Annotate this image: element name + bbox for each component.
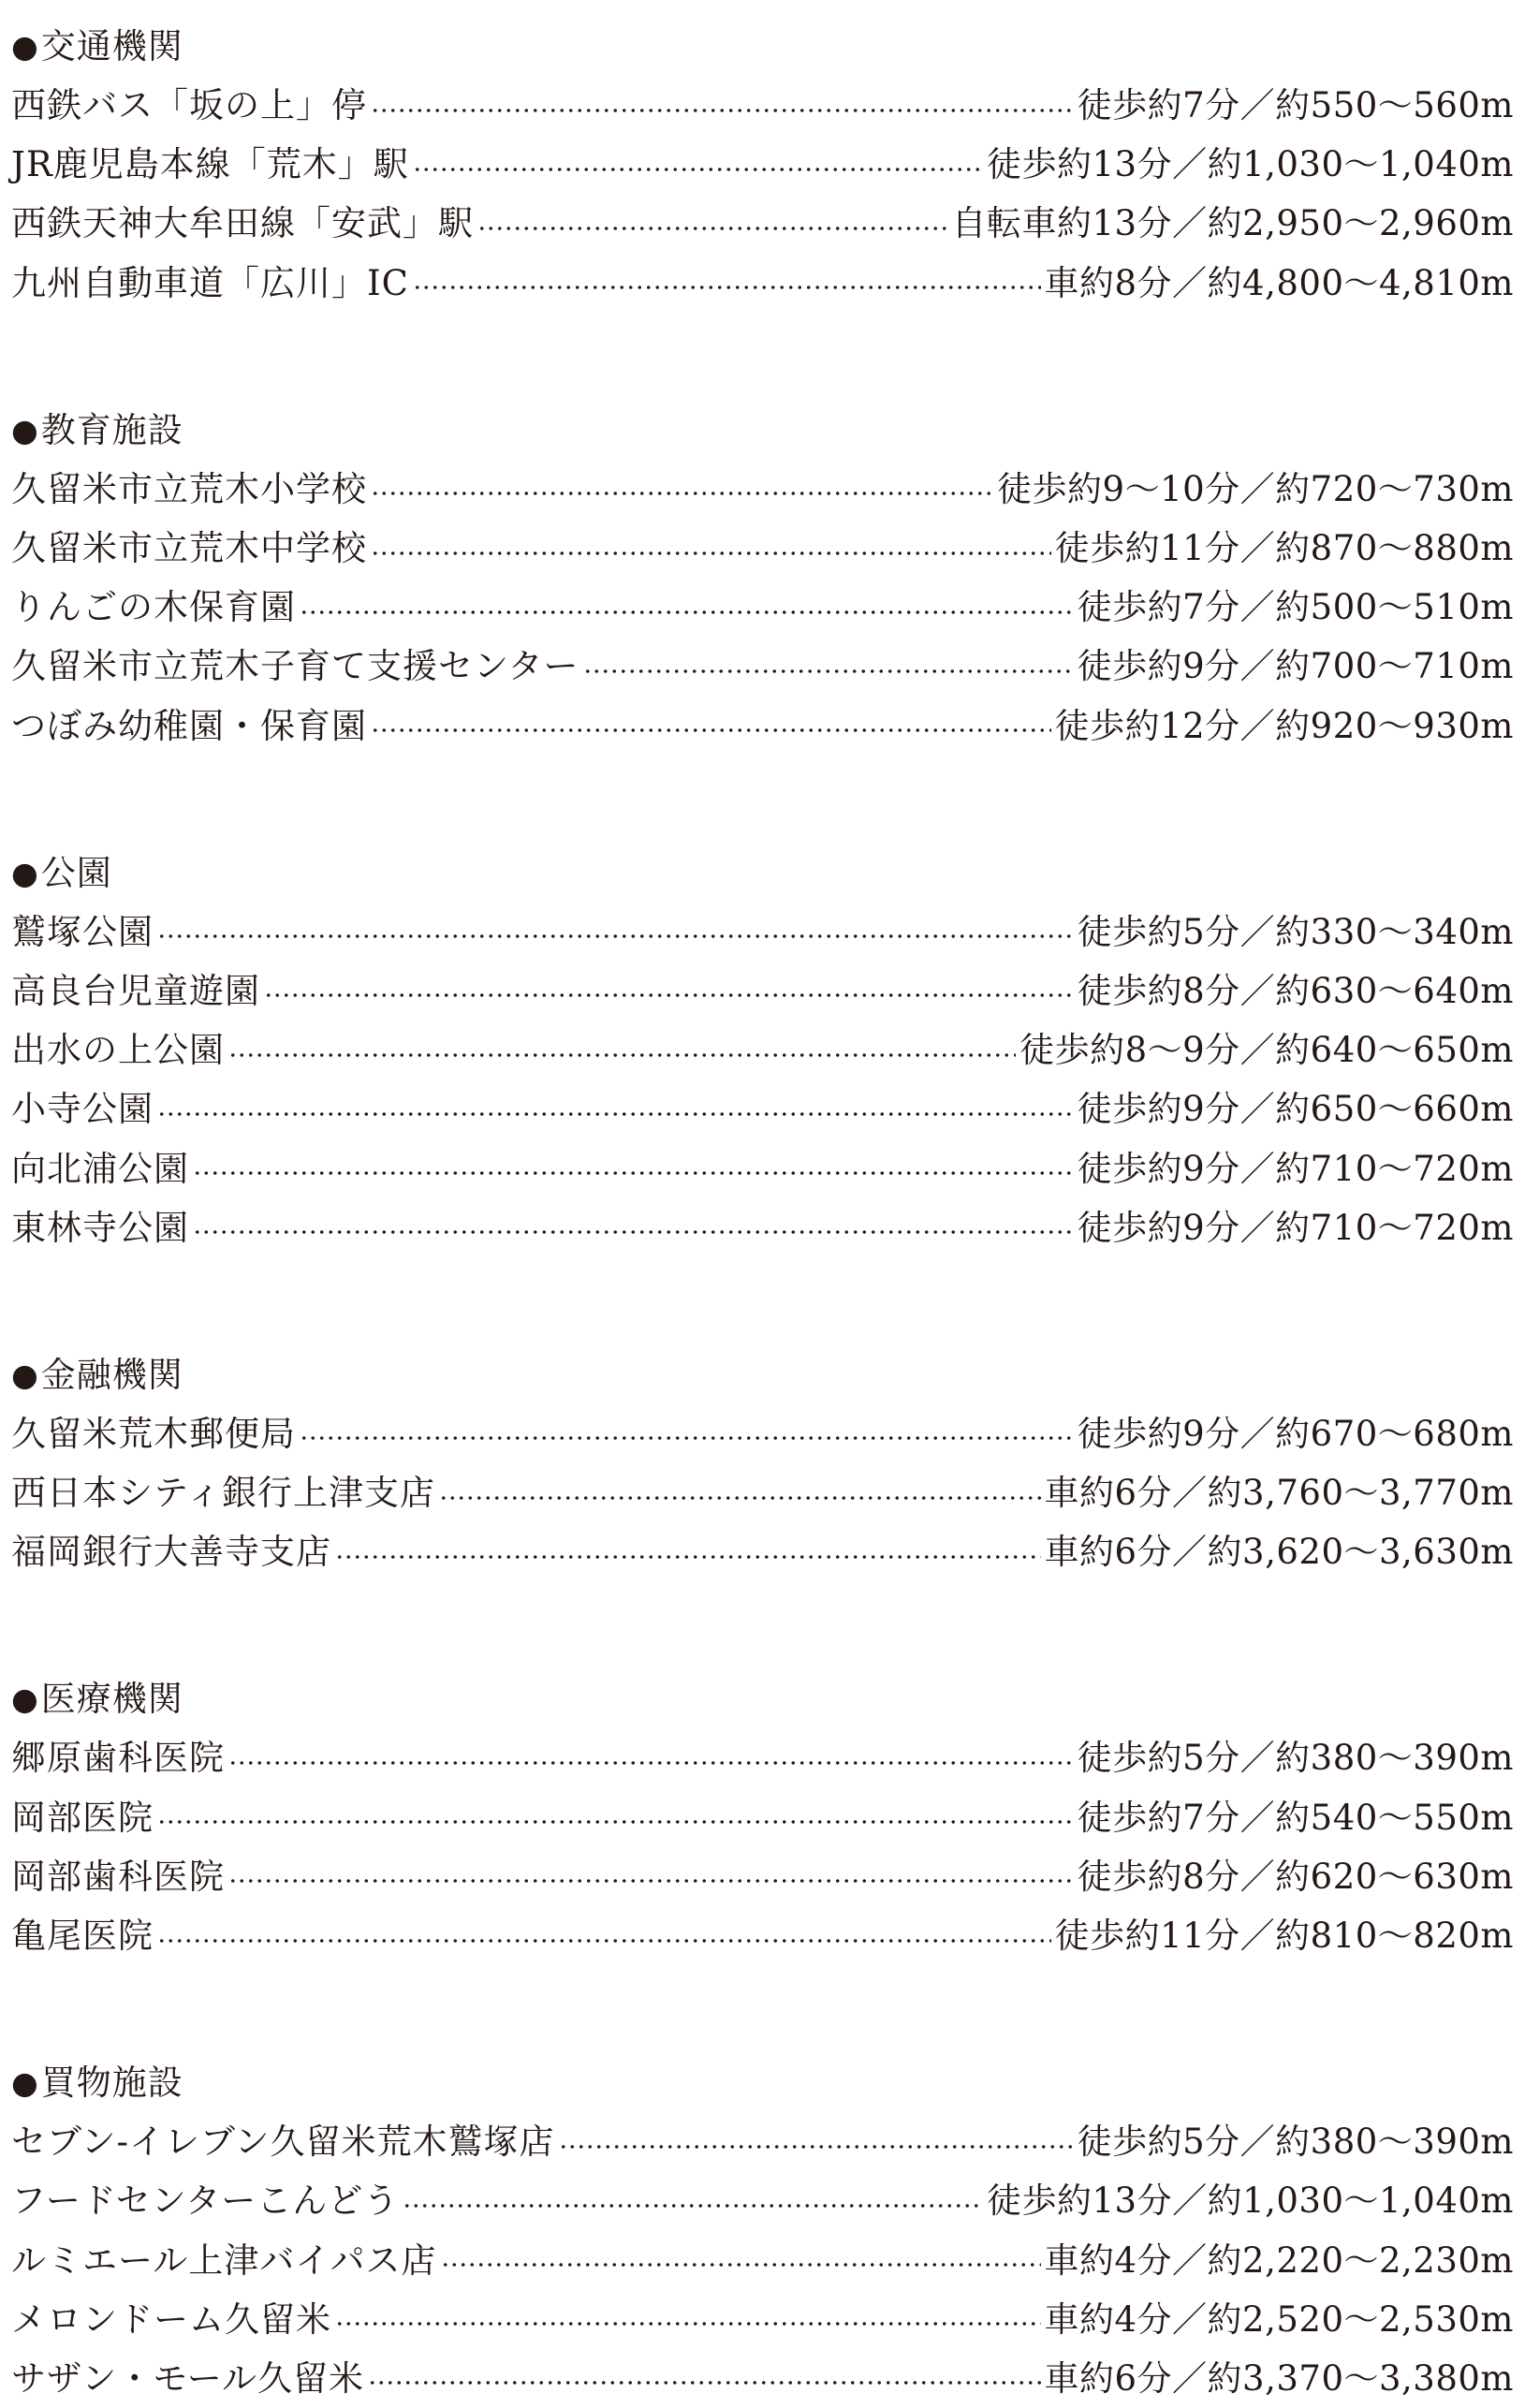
dot-leader (157, 1111, 1074, 1117)
dot-leader (368, 2380, 1040, 2386)
facility-name: つぼみ幼稚園・保育園 (11, 705, 367, 746)
facility-name: 久留米市立荒木子育て支援センター (11, 646, 579, 687)
dot-leader (157, 933, 1074, 939)
facility-name: 亀尾医院 (11, 1916, 154, 1957)
dot-leader (439, 1495, 1040, 1501)
list-item (11, 1728, 1514, 1787)
list-item (11, 1138, 1514, 1197)
facility-distance: 徒歩約9分／約670〜680m (1077, 1413, 1514, 1454)
dot-leader (300, 609, 1074, 615)
facility-distance: 徒歩約7分／約540〜550m (1077, 1797, 1514, 1838)
facility-distance: 徒歩約8分／約630〜640m (1077, 970, 1514, 1011)
facility-name: 鷲塚公園 (11, 911, 154, 952)
facility-name: メロンドーム久留米 (11, 2298, 331, 2340)
facility-distance: 徒歩約13分／約1,030〜1,040m (986, 144, 1514, 185)
facility-name: 岡部医院 (11, 1797, 154, 1838)
dot-leader (371, 491, 993, 496)
dot-leader (371, 108, 1074, 113)
list-item (11, 135, 1514, 194)
facility-name: 西鉄天神大牟田線「安武」駅 (11, 203, 474, 244)
facility-name: 出水の上公園 (11, 1030, 225, 1071)
bullet-icon: ● (11, 2064, 39, 2102)
facility-distance: 車約6分／約3,760〜3,770m (1044, 1473, 1514, 1514)
facility-name: 福岡銀行大善寺支店 (11, 1532, 331, 1573)
facility-name: 西鉄バス「坂の上」停 (11, 85, 367, 126)
list-item (11, 1463, 1514, 1522)
bullet-icon: ● (11, 1681, 39, 1718)
facility-name: 向北浦公園 (11, 1148, 189, 1189)
facility-distance: 徒歩約9〜10分／約720〜730m (997, 468, 1514, 509)
dot-leader (228, 1760, 1074, 1766)
list-item (11, 903, 1514, 962)
bullet-icon: ● (11, 854, 39, 891)
facility-name: サザン・モール久留米 (11, 2357, 365, 2399)
facility-name: フードセンターこんどう (11, 2180, 400, 2222)
list-item (11, 460, 1514, 519)
section-heading (11, 17, 1514, 76)
facility-name: 久留米市立荒木小学校 (11, 468, 367, 509)
dot-leader (335, 2321, 1041, 2327)
facility-name: 九州自動車道「広川」IC (11, 262, 409, 303)
section (11, 1669, 1514, 1965)
facility-distance: 徒歩約9分／約650〜660m (1077, 1089, 1514, 1130)
list-item (11, 2349, 1514, 2408)
bullet-icon: ● (11, 28, 39, 65)
facility-name: 東林寺公園 (11, 1207, 189, 1248)
list-item (11, 254, 1514, 313)
section (11, 844, 1514, 1257)
dot-leader (228, 1052, 1016, 1058)
section (11, 1345, 1514, 1582)
dot-leader (413, 167, 983, 172)
dot-leader (559, 2144, 1074, 2150)
section-heading-label: 金融機関 (40, 1354, 183, 1395)
dot-leader (403, 2203, 983, 2209)
section-heading (11, 844, 1514, 903)
facility-name: 久留米荒木郵便局 (11, 1413, 296, 1454)
facility-distance: 徒歩約9分／約700〜710m (1077, 646, 1514, 687)
dot-leader (335, 1554, 1041, 1560)
list-item (11, 962, 1514, 1020)
list-item (11, 76, 1514, 135)
dot-leader (264, 992, 1074, 998)
facility-name: りんごの木保育園 (11, 587, 296, 628)
section-heading (11, 401, 1514, 460)
facility-distance: 徒歩約5分／約330〜340m (1077, 911, 1514, 952)
facility-distance: 車約4分／約2,220〜2,230m (1044, 2239, 1514, 2281)
facility-distance: 車約6分／約3,620〜3,630m (1044, 1532, 1514, 1573)
bullet-icon: ● (11, 411, 39, 448)
section-heading-label: 買物施設 (40, 2063, 183, 2104)
list-item (11, 1847, 1514, 1906)
dot-leader (193, 1229, 1074, 1235)
list-item (11, 1906, 1514, 1965)
facility-distance: 徒歩約12分／約920〜930m (1054, 705, 1514, 746)
list-item (11, 1079, 1514, 1138)
list-item (11, 2171, 1514, 2230)
list-item (11, 1404, 1514, 1463)
dot-leader (413, 285, 1041, 290)
facility-distance: 徒歩約8〜9分／約640〜650m (1019, 1030, 1514, 1071)
facility-distance: 徒歩約9分／約710〜720m (1077, 1207, 1514, 1248)
section-heading (11, 1669, 1514, 1728)
list-item (11, 2112, 1514, 2171)
facility-distance: 徒歩約7分／約500〜510m (1077, 587, 1514, 628)
dot-leader (441, 2262, 1041, 2268)
dot-leader (228, 1878, 1074, 1884)
list-item (11, 1788, 1514, 1847)
facility-distance: 徒歩約8分／約620〜630m (1077, 1856, 1514, 1897)
list-item (11, 2231, 1514, 2290)
dot-leader (371, 551, 1051, 556)
facility-distance: 徒歩約9分／約710〜720m (1077, 1148, 1514, 1189)
dot-leader (193, 1170, 1074, 1176)
facility-name: 高良台児童遊園 (11, 970, 260, 1011)
facility-distance: 車約4分／約2,520〜2,530m (1044, 2298, 1514, 2340)
dot-leader (157, 1819, 1074, 1825)
facility-name: 郷原歯科医院 (11, 1738, 225, 1779)
section-heading-label: 教育施設 (40, 409, 183, 450)
dot-leader (583, 668, 1074, 674)
section (11, 17, 1514, 313)
bullet-icon: ● (11, 1356, 39, 1393)
facility-distance: 徒歩約11分／約870〜880m (1054, 528, 1514, 569)
list-item (11, 1198, 1514, 1257)
dot-leader (157, 1938, 1051, 1944)
facility-distance: 徒歩約5分／約380〜390m (1077, 1738, 1514, 1779)
facility-distance: 自転車約13分／約2,950〜2,960m (951, 203, 1514, 244)
section-heading-label: 医療機関 (40, 1679, 183, 1720)
dot-leader (371, 727, 1051, 733)
list-item (11, 519, 1514, 578)
facility-distance: 車約8分／約4,800〜4,810m (1044, 262, 1514, 303)
section (11, 401, 1514, 756)
section-heading (11, 1345, 1514, 1404)
list-item (11, 637, 1514, 696)
section-heading-label: 交通機関 (40, 26, 183, 66)
section (11, 2053, 1514, 2408)
facility-name: 西日本シティ銀行上津支店 (11, 1473, 436, 1514)
list-item (11, 1020, 1514, 1079)
facility-distance: 徒歩約5分／約380〜390m (1077, 2122, 1514, 2163)
facility-name: 岡部歯科医院 (11, 1856, 225, 1897)
list-item (11, 578, 1514, 637)
facility-name: 小寺公園 (11, 1089, 154, 1130)
facility-distance: 車約6分／約3,370〜3,380m (1044, 2357, 1514, 2399)
facility-name: ルミエール上津バイパス店 (11, 2239, 437, 2281)
facility-name: JR鹿児島本線「荒木」駅 (11, 144, 409, 185)
list-item (11, 1522, 1514, 1581)
facility-distance-list (11, 17, 1514, 2408)
dot-leader (477, 226, 947, 231)
facility-name: セブン-イレブン久留米荒木鷲塚店 (11, 2122, 555, 2163)
facility-name: 久留米市立荒木中学校 (11, 528, 367, 569)
dot-leader (300, 1435, 1074, 1441)
facility-distance: 徒歩約11分／約810〜820m (1054, 1916, 1514, 1957)
facility-distance: 徒歩約13分／約1,030〜1,040m (986, 2180, 1514, 2222)
section-heading-label: 公園 (40, 852, 112, 893)
list-item (11, 697, 1514, 756)
section-heading (11, 2053, 1514, 2112)
facility-distance: 徒歩約7分／約550〜560m (1077, 85, 1514, 126)
list-item (11, 2290, 1514, 2349)
list-item (11, 194, 1514, 253)
